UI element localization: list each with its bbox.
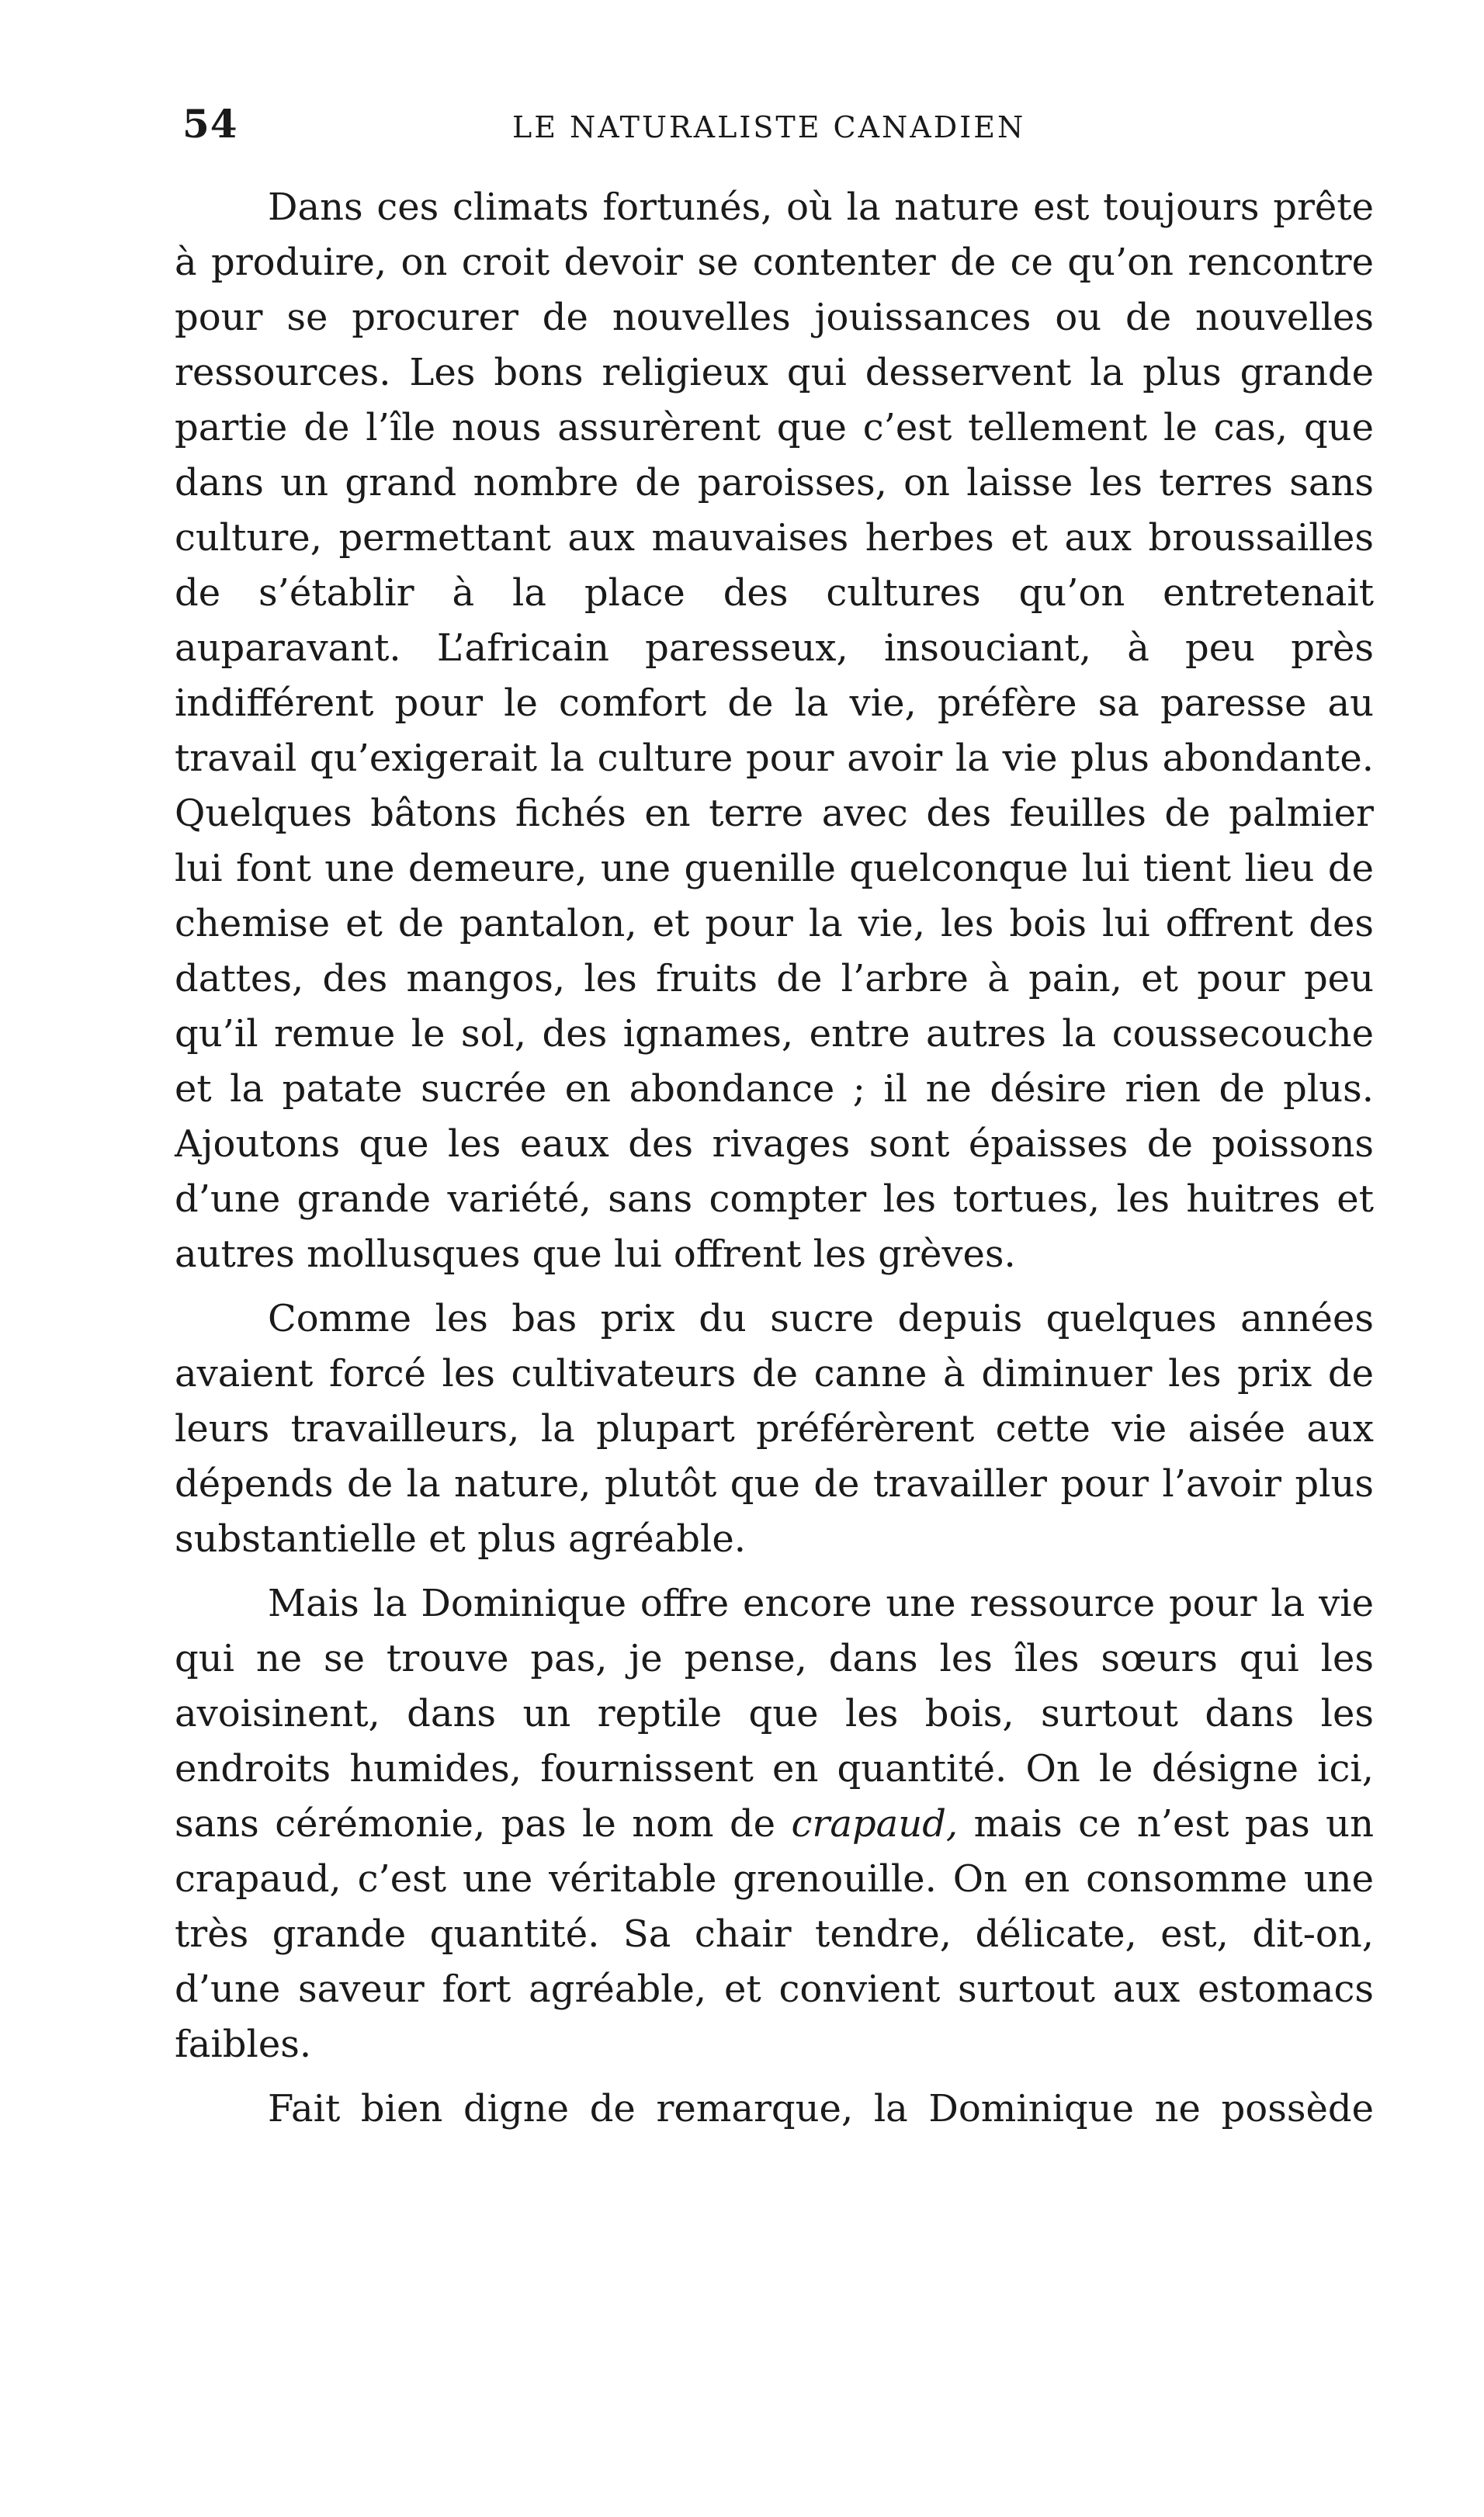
paragraph-remarque: Fait bien digne de remarque, la Dominique ne possède xyxy=(268,2087,1374,2130)
italic-term-crapaud: crapaud, xyxy=(791,1802,959,1846)
paragraph-climats: Dans ces climats fortunés, où la nature est toujours prête à produire, on croit devoir se contenter de ce qu’on rencontre pour se procurer de nouvelles jouissances ou de nouvelles ressources. Les bons religieux qui desservent la plus grande partie de l’île nous assurèrent que c’est tellement le cas, que dans un grand nombre de paroisses, on laisse les terres sans culture, permettant aux mauvaises herbes et aux broussailles de s’établir à la place des cultures qu’on entretenait auparavant. L’africain paresseux, insouciant, à peu près indifférent pour le comfort de la vie, préfère sa paresse au travail qu’exigerait la culture pour avoir la vie plus abondante. Quelques bâtons fichés en terre avec des feuilles de palmier lui font une demeure, une guenille quelconque lui tient lieu de chemise et de pantalon, et pour la vie, les bois lui offrent des dattes, des mangos, les fruits de l’arbre à pain, et pour peu qu’il remue le sol, des ignames, entre autres la coussecouche et la patate sucrée en abondance ; il ne désire rien de plus. Ajoutons que les eaux des rivages sont épaisses de poissons d’une grande variété, sans compter les tortues, les huitres et autres mollusques que lui offrent les grèves. xyxy=(175,185,1374,1276)
paragraph-sucre: Comme les bas prix du sucre depuis quelques années avaient forcé les cultivateurs de canne à diminuer les prix de leurs travailleurs, la plupart préférèrent cette vie aisée aux dépends de la nature, plutôt que de travailler pour l’avoir plus substantielle et plus agréable. xyxy=(175,1297,1374,1561)
running-head xyxy=(175,101,1370,163)
paragraph-dominique xyxy=(175,1576,1374,2072)
body-text xyxy=(175,180,1374,2137)
page-number: 54 xyxy=(182,101,238,147)
paragraph-dominique-text-end: mais ce n’est pas un crapaud, c’est une véritable grenouille. On en consomme une très grande quantité. Sa chair tendre, délicate, est, dit-on, d’une saveur fort agréable, et convient surtout aux estomacs faibles. xyxy=(175,1802,1374,2066)
running-title: LE NATURALISTE CANADIEN xyxy=(512,110,1026,144)
paragraph-dominique-text-start: Mais la Dominique offre encore une ressource pour la vie qui ne se trouve pas, je pense, dans les îles sœurs qui les avoisinent, dans un reptile que les bois, surtout dans les endroits humides, fournissent en quantité. On le désigne ici, sans cérémonie, pas le nom de xyxy=(175,1582,1374,1846)
